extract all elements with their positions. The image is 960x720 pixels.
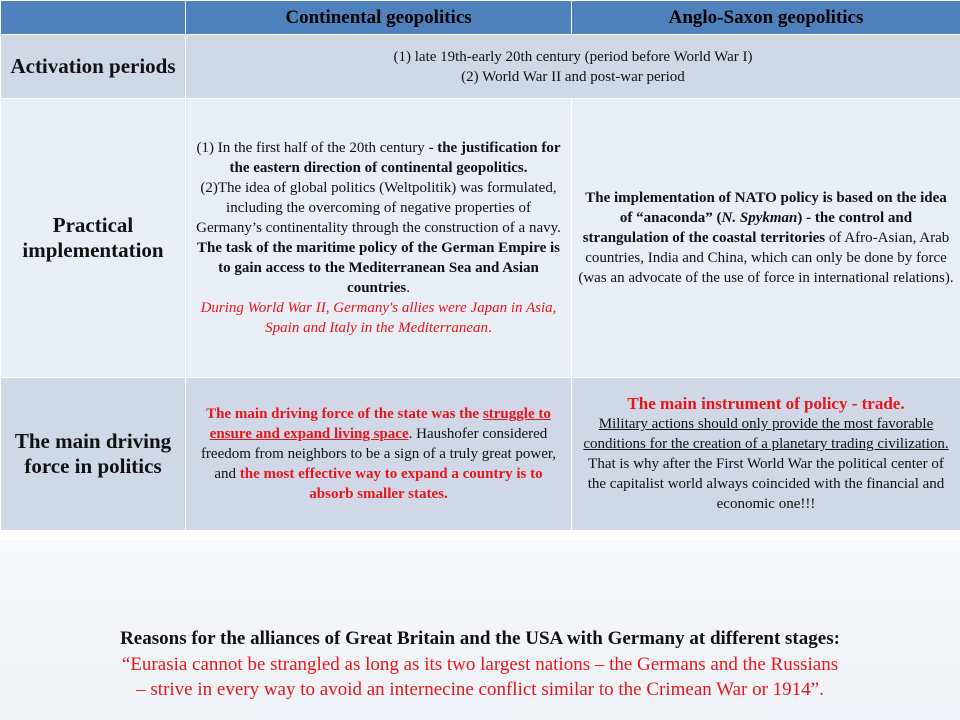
header-continental: Continental geopolitics	[186, 1, 572, 35]
practical-c-p3-bold: The task of the maritime policy of the German Empire is to gain access to the Mediterranean Sea and Asian countries	[196, 240, 560, 296]
practical-a-bold-a: The implementation of NATO policy is based on the idea of “anaconda” (	[585, 190, 947, 226]
table-row-activation	[1, 35, 960, 99]
practical-c-p2: (2)The idea of global politics (Weltpolitik) was formulated, including the overcoming of negative properties of Germany’s continentality through the construction of a navy.	[196, 180, 561, 236]
activation-line-1: (1) late 19th-early 20th century (period before World War I)	[393, 48, 753, 65]
row-label-activation: Activation periods	[1, 35, 186, 99]
footer-quote-line-1: “Eurasia cannot be strangled as long as its two largest nations – the Germans and the Russians	[121, 654, 839, 675]
footer-title: Reasons for the alliances of Great Britain and the USA with Germany at different stages:	[120, 628, 840, 649]
driving-c-red-a: The main driving force of the state was the	[206, 406, 483, 422]
table-row-practical	[1, 99, 960, 378]
driving-anglo-cell	[572, 378, 960, 531]
driving-c-red-b: the most effective way to expand a country is to absorb smaller states.	[239, 466, 543, 502]
header-anglo-saxon: Anglo-Saxon geopolitics	[572, 1, 960, 35]
footer-block	[0, 626, 960, 702]
activation-periods-cell	[186, 35, 960, 99]
header-corner-cell	[1, 1, 186, 35]
practical-a-plain: of Afro-Asian, Arab countries, India and China, which can only be done by force (was an advocate of the use of force in international relations).	[578, 230, 954, 286]
practical-c-p1-plain: (1) In the first half of the 20th century -	[196, 140, 438, 156]
table-header-row	[1, 1, 960, 35]
practical-c-p3-end: .	[406, 280, 410, 296]
driving-a-red-bold: The main instrument of policy - trade.	[627, 394, 905, 413]
row-label-driving: The main driving force in politics	[1, 378, 186, 531]
practical-c-p4-end: .	[488, 320, 492, 336]
driving-c-end-a: .	[408, 426, 413, 442]
driving-a-plain: That is why after the First World War the political center of the capitalist world always coincided with the financial and economic one!!!	[587, 456, 945, 512]
activation-line-2: (2) World War II and post-war period	[461, 68, 685, 85]
driving-c-red-underline: struggle to ensure and expand living space	[209, 406, 551, 442]
table-row-driving	[1, 378, 960, 531]
driving-a-underlined: Military actions should only provide the most favorable conditions for the creation of a planetary trading civilization.	[583, 416, 949, 452]
footer-quote-line-2: – strive in every way to avoid an internecine conflict similar to the Crimean War or 1914”.	[136, 679, 824, 700]
practical-anglo-cell	[572, 99, 960, 378]
row-label-practical: Practical implementation	[1, 99, 186, 378]
practical-a-bold-b: ) - the control and strangulation of the coastal territories	[582, 210, 913, 246]
driving-c-plain: Haushofer considered freedom from neighbors to be a sign of a truly great power, and	[200, 426, 557, 482]
driving-continental-cell	[186, 378, 572, 531]
practical-c-p4-red: During World War II, Germany's allies were Japan in Asia, Spain and Italy in the Mediterranean	[200, 300, 557, 336]
practical-c-p1-bold: the justification for the eastern direction of continental geopolitics.	[229, 140, 561, 176]
practical-a-bold-italic: N. Spykman	[721, 210, 798, 226]
practical-continental-cell	[186, 99, 572, 378]
